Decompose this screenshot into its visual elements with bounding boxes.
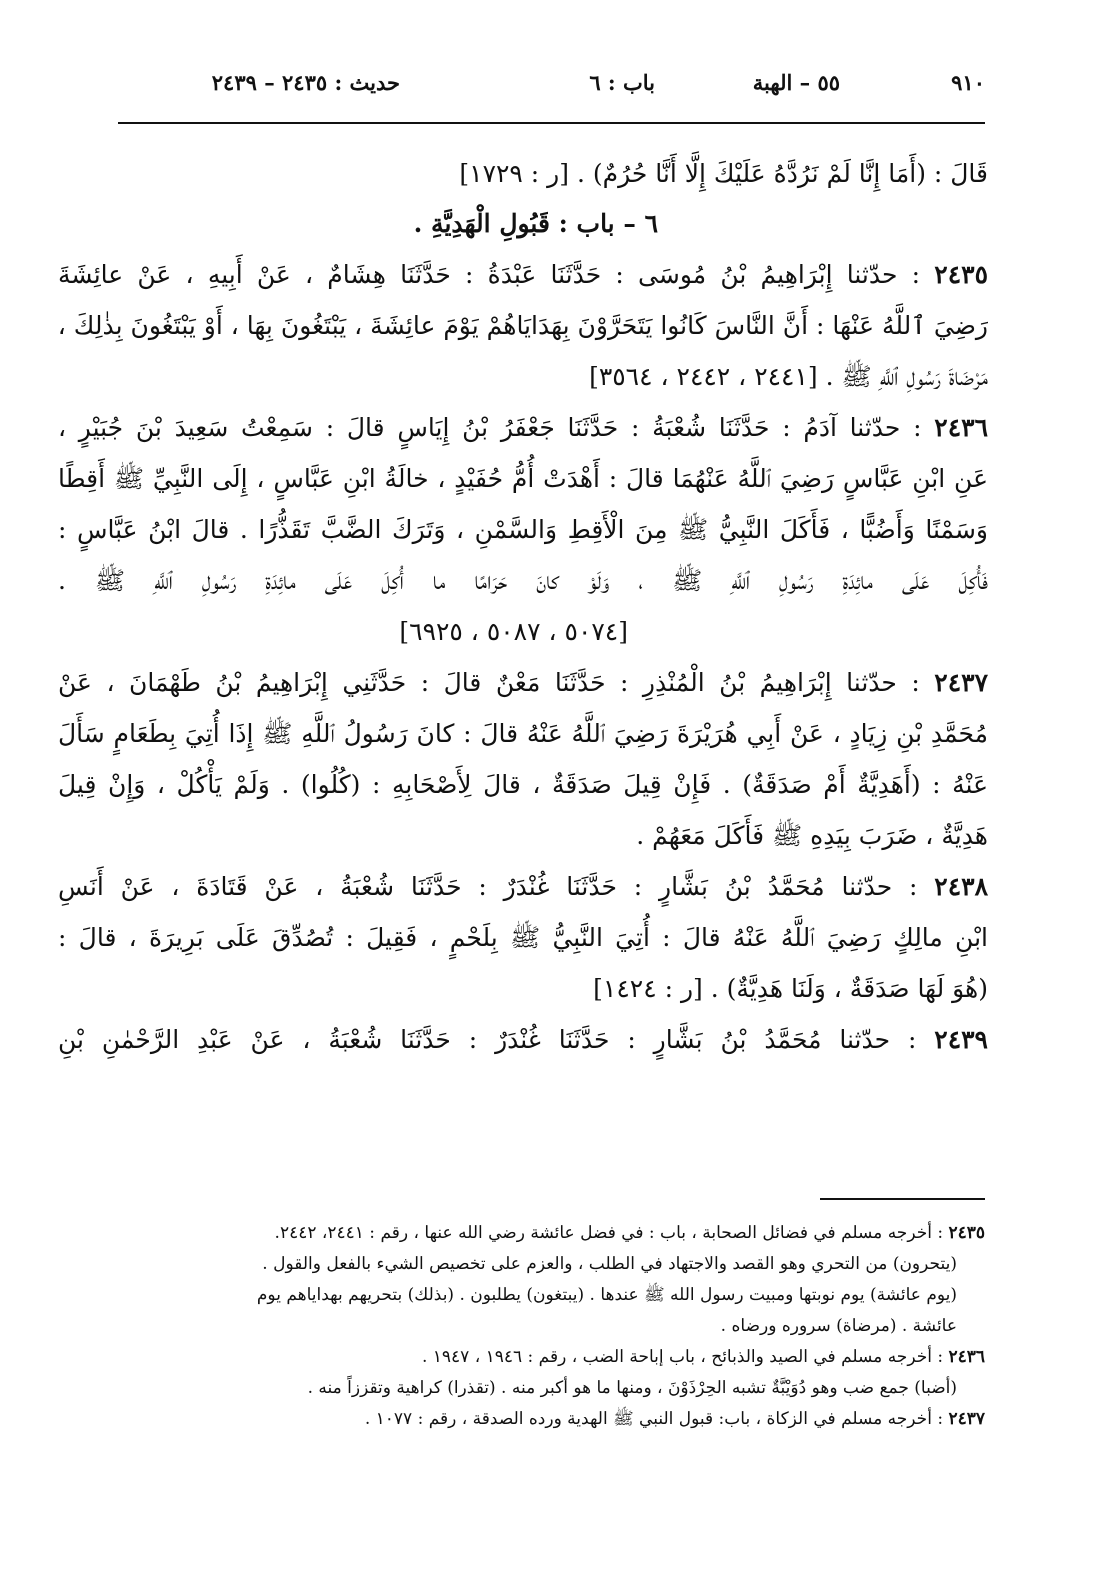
hadith-number: ٢٤٣٥: [934, 260, 988, 289]
cross-references: [٥٠٧٤ ، ٥٠٨٧ ، ٦٩٢٥]: [399, 617, 628, 646]
text-line: وَسَمْنًا وَأَضُبًّا ، فَأَكَلَ النَّبِيُّ ﷺ مِنَ الْأَقِطِ وَالسَّمْنِ ، وَتَرَكَ الضَّبَّ تَقَذُّرًا . قالَ ابْنُ عَبَّاسٍ :: [58, 515, 988, 544]
hadith-2435-line: [58, 249, 988, 300]
main-text: [58, 148, 988, 1065]
text-line: مُحَمَّدِ بْنِ زِيَادٍ ، عَنْ أَبِي هُرَيْرَةَ رَضِيَ ٱللَّهُ عَنْهُ قالَ : كانَ رَسُولُ ٱللَّهِ ﷺ إِذَا أُتِيَ بِطَعَامٍ سَأَلَ: [58, 719, 988, 748]
hadith-number: ٢٤٣٧: [934, 668, 988, 697]
footnote-2437: [95, 1404, 985, 1435]
footnote-number: ٢٤٣٧: [948, 1409, 985, 1429]
footnote-text: : أخرجه مسلم في فضائل الصحابة ، باب : في فضل عائشة رضي الله عنها ، رقم : ٢٤٤١، ٢٤٤٢.: [274, 1223, 944, 1243]
chapter-label: باب : ٦: [589, 70, 655, 95]
text-line: ابْنِ مالِكٍ رَضِيَ ٱللَّهُ عَنْهُ قالَ : أُتِيَ النَّبِيُّ ﷺ بِلَحْمٍ ، فَقِيلَ : تُصُدِّقَ عَلَى بَرِيرَةَ ، قالَ :: [58, 923, 988, 952]
footnote-number: ٢٤٣٥: [948, 1223, 985, 1243]
book-title: ٥٥ – الهبة: [752, 70, 840, 95]
hadith-number: ٢٤٣٨: [934, 872, 988, 901]
hadith-number: ٢٤٣٦: [934, 413, 988, 442]
text-line: عَنِ ابْنِ عَبَّاسٍ رَضِيَ ٱللَّهُ عَنْهُمَا قالَ : أَهْدَتْ أُمُّ حُفَيْدٍ ، خالَةُ ابْنِ عَبَّاسٍ ، إِلَى النَّبِيِّ ﷺ أَقِطًا: [58, 464, 988, 493]
text-line: مَرْضَاةَ رَسُولِ ٱللَّهِ ﷺ . [٢٤٤١ ، ٢٤٤٢ ، ٣٥٦٤]: [589, 362, 988, 391]
footnote-2435: [95, 1218, 985, 1249]
hadith-text: : حدّثنا إِبْرَاهِيمُ بْنُ الْمُنْذِرِ : حَدَّثَنَا مَعْنٌ قالَ : حَدَّثَنِي إِبْرَاهِيمُ بْنُ طَهْمَانَ ، عَنْ: [58, 668, 920, 697]
hadith-text: : حدّثنا مُحَمَّدُ بْنُ بَشَّارٍ : حَدَّثَنَا غُنْدَرٌ : حَدَّثَنَا شُعْبَةُ ، عَنْ قَتَادَةَ ، عَنْ أَنَسِ: [58, 872, 918, 901]
hadith-text: : حدّثنا آدَمُ : حَدَّثَنَا شُعْبَةُ : حَدَّثَنَا جَعْفَرُ بْنُ إِيَاسٍ قالَ : سَمِعْتُ سَعِيدَ بْنَ جُبَيْرٍ ،: [58, 413, 922, 442]
hadith-2436-line: [58, 402, 988, 453]
footnote-line: عائشة . (مرضاة) سروره ورضاه .: [720, 1316, 957, 1336]
footnote-rule: [820, 1198, 985, 1200]
hadith-number: ٢٤٣٩: [934, 1025, 988, 1054]
footnote-number: ٢٤٣٦: [948, 1347, 985, 1367]
text-line: هَدِيَّةٌ ، ضَرَبَ بِيَدِهِ ﷺ فَأَكَلَ مَعَهُمْ .: [636, 821, 988, 850]
page-number: ٩١٠: [951, 70, 985, 95]
hadith-text: : حدّثنا مُحَمَّدُ بْنُ بَشَّارٍ : حَدَّثَنَا غُنْدَرٌ : حَدَّثَنَا شُعْبَةُ ، عَنْ عَبْدِ الرَّحْمٰنِ بْنِ: [58, 1025, 917, 1054]
footnote-line: (أضبا) جمع ضب وهو دُوَيْبَّةٌ تشبه الحِرْذَوْنَ ، ومنها ما هو أكبر منه . (تقذرا) كراهية وتقززاً منه .: [307, 1378, 957, 1398]
hadith-2439-line: [58, 1014, 988, 1065]
hadith-2438-line: [58, 861, 988, 912]
text-line: قَالَ : (أَمَا إِنَّا لَمْ نَرُدَّهُ عَلَيْكَ إِلَّا أَنَّا حُرُمٌ) . [ر : ١٧٢٩]: [459, 159, 988, 188]
hadith-range: حديث : ٢٤٣٥ – ٢٤٣٩: [211, 70, 400, 95]
footnote-2436: [95, 1342, 985, 1373]
chapter-title: ٦ – باب : قَبُولِ الْهَدِيَّةِ .: [413, 209, 658, 238]
hadith-2437-line: [58, 657, 988, 708]
text-line: رَضِيَ ٱللَّهُ عَنْهَا : أَنَّ النَّاسَ كَانُوا يَتَحَرَّوْنَ بِهَدَايَاهُمْ يَوْمَ عائِشَةَ ، يَبْتَغُونَ بِهَا ، أَوْ يَبْتَغُونَ بِذٰلِكَ ،: [58, 311, 988, 340]
text-line: (هُوَ لَهَا صَدَقَةٌ ، وَلَنَا هَدِيَّةٌ) . [ر : ١٤٢٤]: [593, 974, 988, 1003]
footnote-text: : أخرجه مسلم في الصيد والذبائح ، باب إباحة الضب ، رقم : ١٩٤٦ ، ١٩٤٧ .: [421, 1347, 944, 1367]
header-rule: [118, 122, 985, 124]
footnote-line: (يوم عائشة) يوم نوبتها ومبيت رسول الله ﷺ عندها . (يبتغون) يطلبون . (بذلك) بتحريهم بهداياهم يوم: [256, 1285, 957, 1305]
footnote-text: : أخرجه مسلم في الزكاة ، باب: قبول النبي ﷺ الهدية ورده الصدقة ، رقم : ١٠٧٧ .: [364, 1409, 944, 1429]
footnotes: [95, 1218, 985, 1435]
footnote-line: (يتحرون) من التحري وهو القصد والاجتهاد في الطلب ، والعزم على تخصيص الشيء بالفعل والقول .: [262, 1254, 957, 1274]
text-line: عَنْهُ : (أَهَدِيَّةٌ أَمْ صَدَقَةٌ) . فَإِنْ قِيلَ صَدَقَةٌ ، قالَ لِأَصْحَابِهِ : (كُلُوا) . وَلَمْ يَأْكُلْ ، وَإِنْ قِيلَ: [58, 770, 988, 799]
hadith-text: : حدّثنا إِبْرَاهِيمُ بْنُ مُوسَى : حَدَّثَنَا عَبْدَةُ : حَدَّثَنَا هِشَامٌ ، عَنْ أَبِيهِ ، عَنْ عائِشَةَ: [58, 260, 921, 289]
page-header: [120, 70, 985, 110]
text-line: فَأُكِلَ عَلَى مائِدَةِ رَسُولِ ٱللَّهِ ﷺ ، وَلَوْ كانَ حَرَامًا ما أُكِلَ عَلَى مائِدَةِ رَسُولِ ٱللَّهِ ﷺ .: [58, 566, 988, 595]
